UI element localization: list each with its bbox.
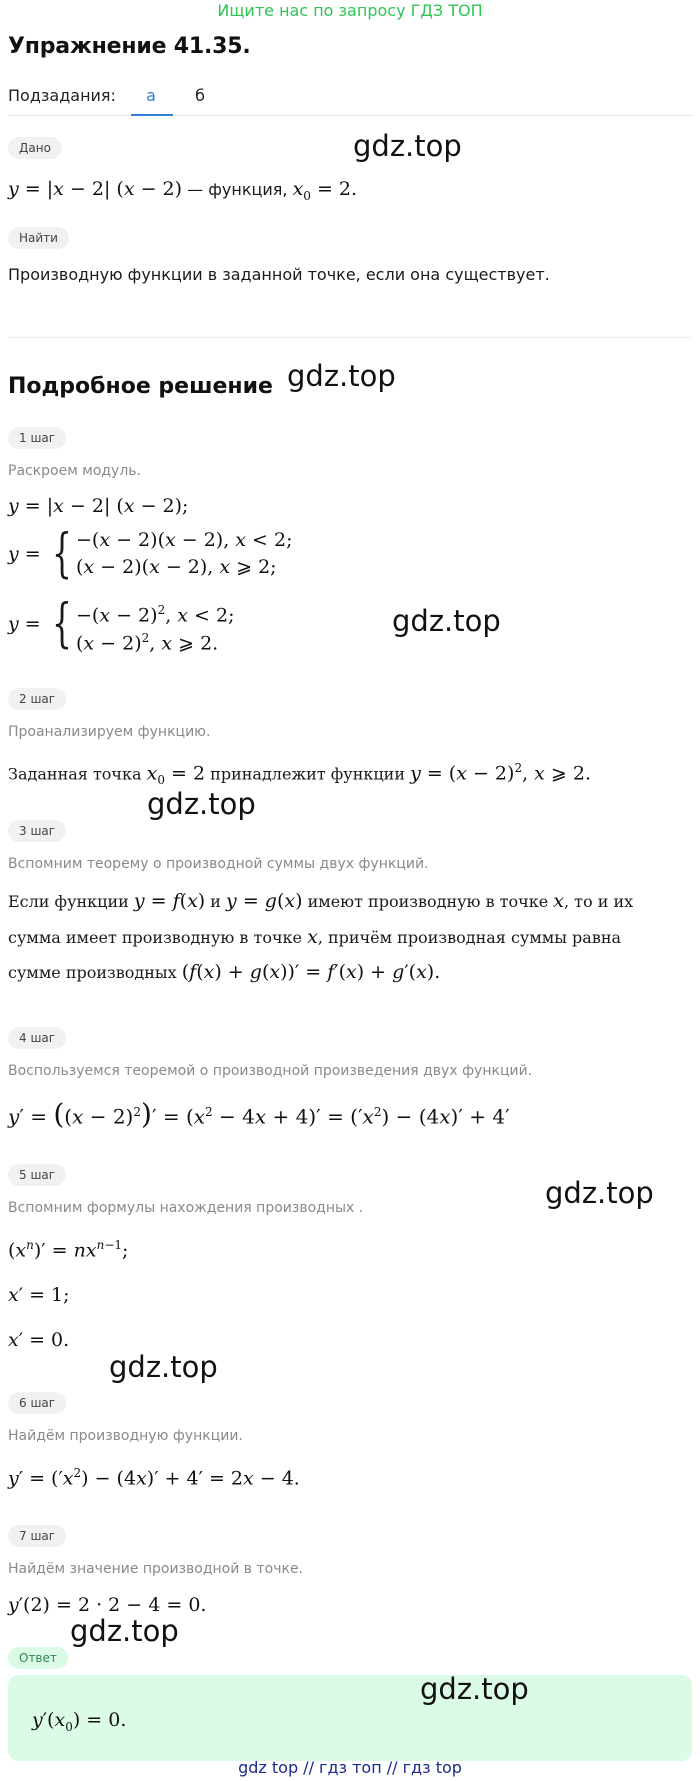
watermark: gdz.top	[70, 1614, 179, 1648]
step-2-text-b: принадлежит функции	[205, 764, 411, 784]
watermark: gdz.top	[109, 1350, 218, 1384]
step-5-formula-2: x′ = 1;	[8, 1284, 70, 1306]
step-3-hint: Вспомним теорему о производной суммы двух функций.	[8, 856, 429, 872]
step-1-formula-3: y =	[8, 613, 41, 635]
step-3-line-3: сумме производных (f(x) + g(x))′ = f′(x) + g′(x).	[8, 961, 441, 983]
watermark: gdz.top	[392, 604, 501, 638]
step-7-formula: y′(2) = 2 · 2 − 4 = 0.	[8, 1594, 207, 1616]
step-1-case-2: (x − 2)(x − 2), x ⩾ 2;	[76, 556, 277, 578]
footer-links[interactable]: gdz top // гдз топ // гдз top	[238, 1758, 462, 1777]
step-5-formula-3: x′ = 0.	[8, 1329, 70, 1351]
step-5-pill: 5 шаг	[8, 1164, 66, 1186]
step-1-case-4: $(x - 2)^2$, x ⩾ 2.	[76, 631, 219, 655]
step-6-hint: Найдём производную функции.	[8, 1428, 243, 1444]
section-divider	[8, 337, 692, 338]
step-3-line-2: сумма имеет производную в точке x, причём производная суммы равна	[8, 926, 622, 948]
step-3-line-2-a: сумма имеет производную в точке	[8, 928, 308, 947]
step-6-pill: 6 шаг	[8, 1392, 66, 1414]
step-4-hint: Воспользуемся теоремой о производной произведения двух функций.	[8, 1063, 533, 1079]
tabs-divider	[8, 115, 692, 116]
given-text-mid: — функция,	[182, 180, 293, 199]
step-4-pill: 4 шаг	[8, 1027, 66, 1049]
step-3-pill: 3 шаг	[8, 820, 66, 842]
step-6-formula: $y' = ('x^2) - (4x)' + 4' = 2x - 4$.	[8, 1466, 300, 1490]
step-1-pill: 1 шаг	[8, 427, 66, 449]
step-1-case-1: −(x − 2)(x − 2), x < 2;	[76, 529, 293, 551]
watermark: gdz.top	[545, 1176, 654, 1210]
step-1-case-3: $-(x - 2)^2$, x < 2;	[76, 603, 235, 627]
step-5-hint: Вспомним формулы нахождения производных .	[8, 1200, 364, 1216]
top-search-link[interactable]: Ищите нас по запросу ГДЗ ТОП	[217, 1, 483, 20]
page-title: Упражнение 41.35.	[8, 34, 251, 59]
step-3-line-3-a: сумме производных	[8, 963, 182, 982]
answer-pill: Ответ	[8, 1647, 68, 1669]
step-3-line-2-b: , причём производная суммы равна	[317, 928, 622, 947]
step-3-line-1: Если функции y = f(x) и y = g(x) имеют производную в точке x, то и их	[8, 890, 634, 912]
brace-2: {	[52, 594, 72, 654]
step-5-formula-1: $(x^n)' = nx^{n-1}$;	[8, 1238, 129, 1262]
step-1-formula-2: y =	[8, 543, 41, 565]
given-pill: Дано	[8, 137, 62, 159]
tab-b[interactable]: б	[195, 86, 205, 105]
answer-formula: $y'(x_0) = 0$.	[32, 1709, 127, 1734]
step-2-hint: Проанализируем функцию.	[8, 724, 211, 740]
watermark: gdz.top	[420, 1672, 529, 1706]
step-3-line-1-d: , то и их	[564, 892, 634, 911]
step-2-text: Заданная точка $x_0 = 2$ принадлежит функции $y = (x - 2)^2$, x ⩾ 2.	[8, 761, 592, 788]
brace-1: {	[52, 524, 72, 584]
find-text: Производную функции в заданной точке, если она существует.	[8, 265, 550, 284]
solution-title: Подробное решение	[8, 374, 273, 399]
find-pill: Найти	[8, 227, 69, 249]
step-7-hint: Найдём значение производной в точке.	[8, 1561, 304, 1577]
step-3-line-1-c: имеют производную в точке	[302, 892, 554, 911]
subtasks-label: Подзадания:	[8, 86, 116, 105]
step-3-line-1-a: Если функции	[8, 892, 134, 911]
given-formula: y = |x − 2| (x − 2) — функция, $x_0 = 2$.	[8, 178, 358, 203]
step-2-pill: 2 шаг	[8, 688, 66, 710]
watermark: gdz.top	[147, 787, 256, 821]
step-3-line-1-b: и	[205, 892, 227, 911]
step-1-formula-1: y = |x − 2| (x − 2);	[8, 495, 189, 517]
step-4-formula: $y' = ((x - 2)^2)' = (x^2 - 4x + 4)' = ('x^2) - (4x)' + 4'$	[8, 1097, 510, 1131]
watermark: gdz.top	[287, 359, 396, 393]
step-7-pill: 7 шаг	[8, 1525, 66, 1547]
active-tab-indicator	[131, 114, 173, 116]
step-1-hint: Раскроем модуль.	[8, 463, 141, 479]
watermark: gdz.top	[353, 129, 462, 163]
tab-a[interactable]: а	[146, 86, 156, 105]
step-2-text-a: Заданная точка	[8, 764, 147, 784]
